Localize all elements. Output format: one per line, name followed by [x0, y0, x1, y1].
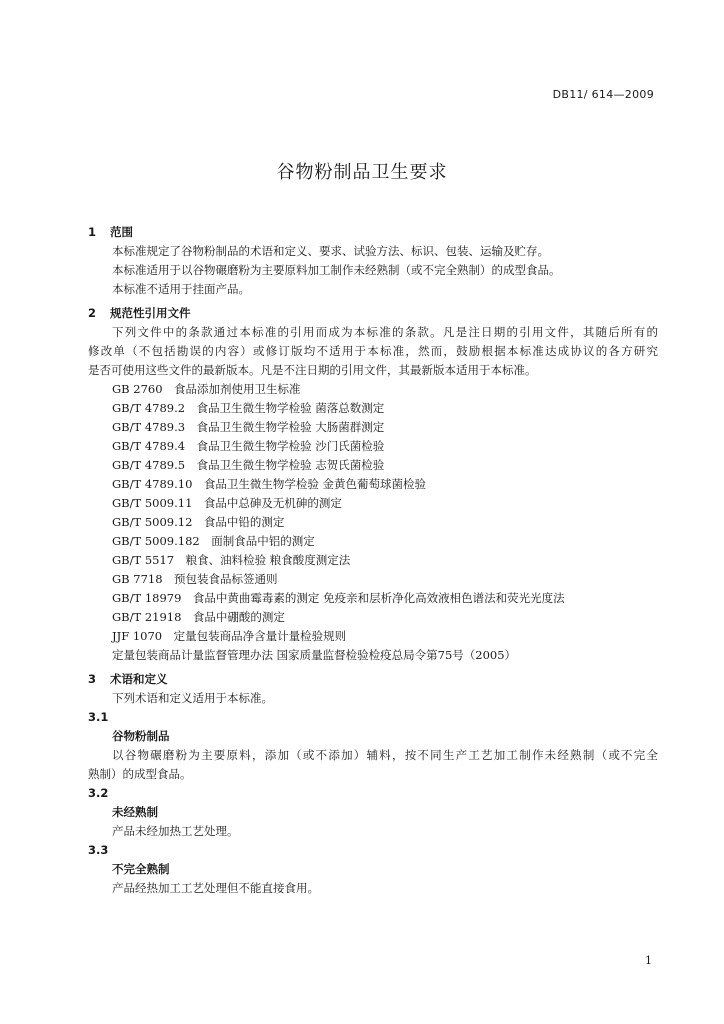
paragraph: 本标准不适用于挂面产品。	[112, 282, 250, 296]
page-number: 1	[645, 954, 652, 967]
reference-item: GB 7718 预包装食品标签通则	[112, 572, 278, 586]
paragraph-line: 是否可使用这些文件的最新版本。凡是不注日期的引用文件，其最新版本适用于本标准。	[88, 363, 537, 377]
reference-item: JJF 1070 定量包装商品净含量计量检验规则	[112, 629, 347, 643]
reference-item: GB/T 4789.3 食品卫生微生物学检验 大肠菌群测定	[112, 420, 385, 434]
reference-item: GB/T 5009.182 面制食品中铝的测定	[112, 534, 315, 548]
document-body	[88, 223, 658, 898]
reference-item: GB/T 4789.2 食品卫生微生物学检验 菌落总数测定	[112, 401, 385, 415]
term-definition-line: 产品经热加工工艺处理但不能直接食用。	[112, 881, 319, 895]
section-number: 2	[88, 306, 97, 320]
section-title: 范围	[110, 225, 134, 239]
term-name: 不完全熟制	[112, 862, 170, 876]
section-title: 规范性引用文件	[110, 306, 191, 320]
standard-code: DB11/ 614—2009	[552, 88, 654, 101]
paragraph-line: 修改单（不包括勘误的内容）或修订版均不适用于本标准，然而，鼓励根据本标准达成协议的各方研究	[88, 344, 658, 358]
section-2-heading	[88, 304, 658, 323]
section-title: 术语和定义	[110, 672, 168, 686]
reference-item: GB/T 21918 食品中硼酸的测定	[112, 610, 285, 624]
section-number: 1	[88, 225, 97, 239]
paragraph: 下列术语和定义适用于本标准。	[112, 691, 273, 705]
paragraph: 本标准规定了谷物粉制品的术语和定义、要求、试验方法、标识、包装、运输及贮存。	[112, 244, 549, 258]
term-definition-line: 产品未经加热工艺处理。	[112, 824, 239, 838]
subsection-number: 3.3	[88, 843, 109, 857]
term-definition-line: 以谷物碾磨粉为主要原料，添加（或不添加）辅料，按不同生产工艺加工制作未经熟制（或不完全	[112, 748, 658, 762]
reference-item: GB/T 4789.10 食品卫生微生物学检验 金黄色葡萄球菌检验	[112, 477, 427, 491]
paragraph: 本标准适用于以谷物碾磨粉为主要原料加工制作未经熟制（或不完全熟制）的成型食品。	[112, 263, 561, 277]
subsection-number: 3.2	[88, 786, 109, 800]
reference-item: GB 2760 食品添加剂使用卫生标准	[112, 382, 301, 396]
reference-item: GB/T 5009.12 食品中铅的测定	[112, 515, 285, 529]
subsection-number: 3.1	[88, 710, 109, 724]
reference-item: GB/T 5517 粮食、油料检验 粮食酸度测定法	[112, 553, 351, 567]
reference-item: GB/T 18979 食品中黄曲霉毒素的测定 免疫亲和层析净化高效液相色谱法和荧光光度法	[112, 591, 565, 605]
section-1-heading	[88, 223, 658, 242]
section-3-heading	[88, 670, 658, 689]
reference-item: GB/T 5009.11 食品中总砷及无机砷的测定	[112, 496, 342, 510]
paragraph-line: 下列文件中的条款通过本标准的引用而成为本标准的条款。凡是注日期的引用文件，其随后所有的	[112, 325, 658, 339]
reference-item: GB/T 4789.4 食品卫生微生物学检验 沙门氏菌检验	[112, 439, 385, 453]
term-definition-line: 熟制）的成型食品。	[88, 767, 192, 781]
reference-item: GB/T 4789.5 食品卫生微生物学检验 志贺氏菌检验	[112, 458, 385, 472]
reference-item: 定量包装商品计量监督管理办法 国家质量监督检验检疫总局令第75号（2005）	[112, 648, 517, 662]
term-name: 谷物粉制品	[112, 729, 170, 743]
document-title: 谷物粉制品卫生要求	[276, 162, 448, 183]
section-number: 3	[88, 672, 97, 686]
term-name: 未经熟制	[112, 805, 158, 819]
